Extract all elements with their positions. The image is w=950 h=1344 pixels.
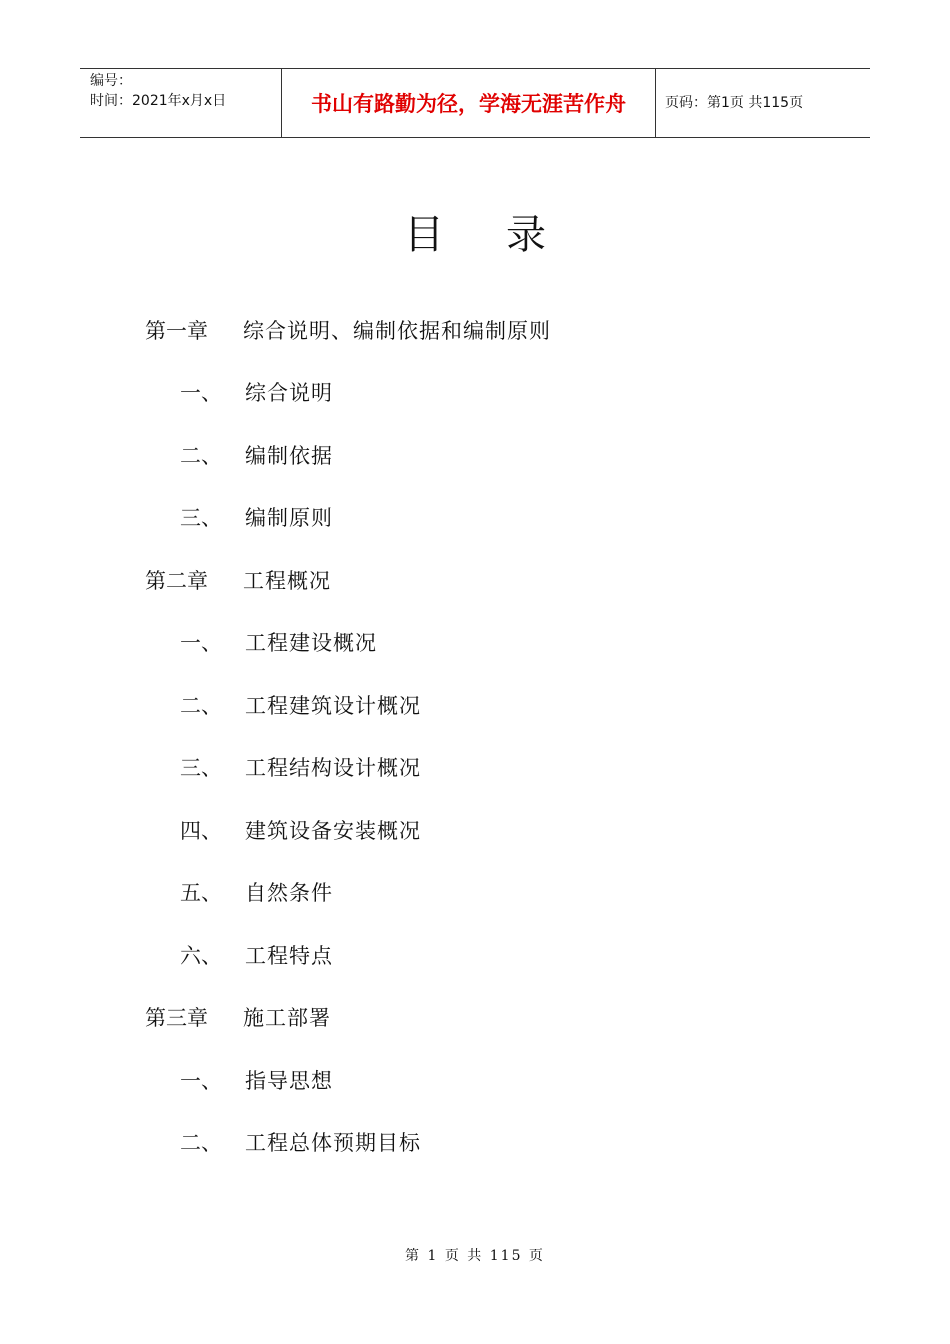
header-meta-cell xyxy=(80,69,281,137)
header-page-info: 页码：第1页 共115页 xyxy=(665,95,804,111)
document-time-label: 时间：2021年x月x日 xyxy=(90,93,227,109)
toc-entry-text: 工程建筑设计概况 xyxy=(245,694,421,718)
toc-entry-number: 三、 xyxy=(180,506,222,530)
page-footer: 第 1 页 共 115 页 xyxy=(405,1248,545,1264)
toc-entry-number: 第二章 xyxy=(145,569,208,593)
toc-entry-text: 工程概况 xyxy=(243,569,331,593)
toc-entry-number: 二、 xyxy=(180,1131,222,1155)
page-title: 目录 xyxy=(404,212,608,258)
toc-entry-number: 四、 xyxy=(180,819,222,843)
toc-entry-number: 二、 xyxy=(180,694,222,718)
toc-entry-text: 自然条件 xyxy=(245,881,333,905)
toc-entry-number: 二、 xyxy=(180,444,222,468)
toc-entry-text: 建筑设备安装概况 xyxy=(245,819,421,843)
toc-entry-number: 一、 xyxy=(180,1069,222,1093)
header-page-cell xyxy=(655,69,870,137)
toc-entry-text: 工程结构设计概况 xyxy=(245,756,421,780)
toc-entry-text: 综合说明 xyxy=(245,381,333,405)
page-header xyxy=(80,68,870,138)
toc-entry-text: 指导思想 xyxy=(245,1069,333,1093)
toc-entry-number: 第三章 xyxy=(145,1006,208,1030)
header-motto-cell xyxy=(281,69,656,137)
toc-entry-number: 一、 xyxy=(180,631,222,655)
toc-entry-text: 工程建设概况 xyxy=(245,631,377,655)
toc-entry-number: 一、 xyxy=(180,381,222,405)
toc-entry-text: 工程特点 xyxy=(245,944,333,968)
toc-entry-number: 第一章 xyxy=(145,319,208,343)
header-motto: 书山有路勤为径，学海无涯苦作舟 xyxy=(311,92,626,116)
toc-entry-text: 施工部署 xyxy=(243,1006,331,1030)
toc-entry-number: 五、 xyxy=(180,881,222,905)
document-number-label: 编号： xyxy=(90,73,132,89)
toc-entry-text: 工程总体预期目标 xyxy=(245,1131,421,1155)
toc-entry-text: 编制依据 xyxy=(245,444,333,468)
toc-entry-text: 综合说明、编制依据和编制原则 xyxy=(243,319,551,343)
toc-entry-number: 三、 xyxy=(180,756,222,780)
toc-entry-text: 编制原则 xyxy=(245,506,333,530)
toc-entry-number: 六、 xyxy=(180,944,222,968)
